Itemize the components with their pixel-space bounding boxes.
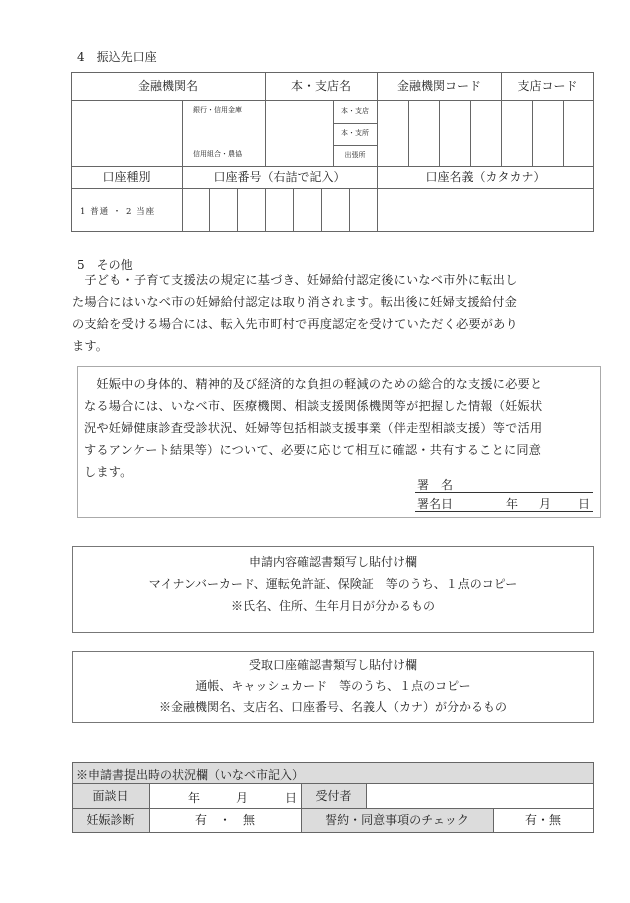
pregnancy-diagnosis-label: 妊娠診断 — [86, 813, 135, 827]
signature-date-field[interactable] — [415, 494, 593, 512]
header-bank-code: 金融機関コード — [396, 79, 481, 93]
pledge-check-label: 誓約・同意事項のチェック — [325, 813, 469, 827]
pledge-check-options[interactable]: 有・無 — [524, 813, 561, 827]
paste-box-description: 通帳、キャッシュカード 等のうち、１点のコピー — [195, 679, 471, 693]
section-4-heading: 4 振込先口座 — [77, 50, 157, 64]
paste-box-description: マイナンバーカード、運転免許証、保険証 等のうち、１点のコピー — [148, 577, 518, 591]
signature-day-label: 日 — [578, 497, 591, 511]
id-document-paste-area[interactable] — [72, 546, 594, 633]
section-5-heading: 5 その他 — [77, 258, 133, 272]
receiver-label: 受付者 — [315, 789, 352, 803]
header-account-type: 口座種別 — [102, 170, 151, 184]
account-type-options[interactable]: 1 普通 ・ 2 当座 — [80, 207, 156, 217]
bank-name-field[interactable] — [72, 101, 182, 166]
row-divider — [333, 123, 377, 124]
row-divider — [333, 145, 377, 146]
account-number-field[interactable] — [183, 189, 377, 231]
transfer-notice-line: の支給を受ける場合には、転入先市町村で再度認定を受けていただく必要があり — [72, 317, 518, 331]
status-table-header: ※申請書提出時の状況欄（いなべ市記入） — [76, 768, 305, 782]
consent-line: します。 — [84, 465, 133, 479]
header-branch-code: 支店コード — [517, 79, 578, 93]
header-account-number: 口座番号（右詰で記入） — [213, 170, 346, 184]
paste-box-title: 受取口座確認書類写し貼付け欄 — [248, 658, 417, 672]
signature-year-label: 年 — [506, 497, 519, 511]
header-account-holder: 口座名義（カタカナ） — [425, 170, 546, 184]
paste-box-note: ※金融機関名、支店名、口座番号、名義人（カナ）が分かるもの — [158, 700, 507, 714]
consent-line: するアンケート結果等）について、必要に応じて相互に確認・共有することに同意 — [84, 443, 542, 457]
branch-type-main: 本・支店 — [341, 107, 369, 115]
signature-date-label: 署名日 — [417, 497, 454, 511]
receiver-field[interactable] — [367, 784, 593, 808]
transfer-notice-line: ます。 — [72, 339, 109, 353]
interview-month-label: 月 — [236, 791, 249, 805]
header-bank-name: 金融機関名 — [137, 79, 198, 93]
transfer-notice-line: 子ども・子育て支援法の規定に基づき、妊婦給付認定後にいなべ市外に転出し — [72, 273, 518, 287]
branch-type-agency: 出張所 — [344, 151, 366, 159]
signature-label: 署 名 — [417, 478, 454, 492]
consent-line: なる場合には、いなべ市、医療機関、相談支援関係機関等が把握した情報（妊娠状 — [84, 399, 543, 413]
bank-type-union: 信用組合・農協 — [193, 150, 242, 158]
header-branch-name: 本・支店名 — [290, 79, 351, 93]
bank-code-field[interactable] — [378, 101, 501, 166]
pregnancy-diagnosis-options[interactable]: 有 ・ 無 — [194, 813, 255, 827]
bank-document-paste-area[interactable] — [72, 651, 594, 723]
row-divider — [71, 166, 594, 167]
bank-type-bank: 銀行・信用金庫 — [193, 106, 242, 114]
signature-field[interactable] — [415, 475, 593, 493]
paste-box-title: 申請内容確認書類写し貼付け欄 — [248, 555, 417, 569]
branch-name-field[interactable] — [266, 101, 333, 166]
interview-date-field[interactable] — [150, 784, 301, 808]
consent-line: 妊娠中の身体的、精神的及び経済的な負担の軽減のための総合的な支援に必要と — [84, 377, 543, 391]
interview-day-label: 日 — [285, 791, 298, 805]
interview-year-label: 年 — [188, 791, 201, 805]
interview-date-label: 面談日 — [92, 789, 129, 803]
branch-type-office: 本・支所 — [341, 129, 369, 137]
transfer-notice-line: た場合にはいなべ市の妊婦給付認定は取り消されます。転出後に妊婦支援給付金 — [72, 295, 517, 309]
consent-line: 況や妊婦健康診査受診状況、妊婦等包括相談支援事業（伴走型相談支援）等で活用 — [84, 421, 543, 435]
paste-box-note: ※氏名、住所、生年月日が分かるもの — [230, 599, 435, 613]
signature-month-label: 月 — [539, 497, 552, 511]
account-holder-field[interactable] — [378, 189, 594, 231]
branch-code-field[interactable] — [502, 101, 594, 166]
